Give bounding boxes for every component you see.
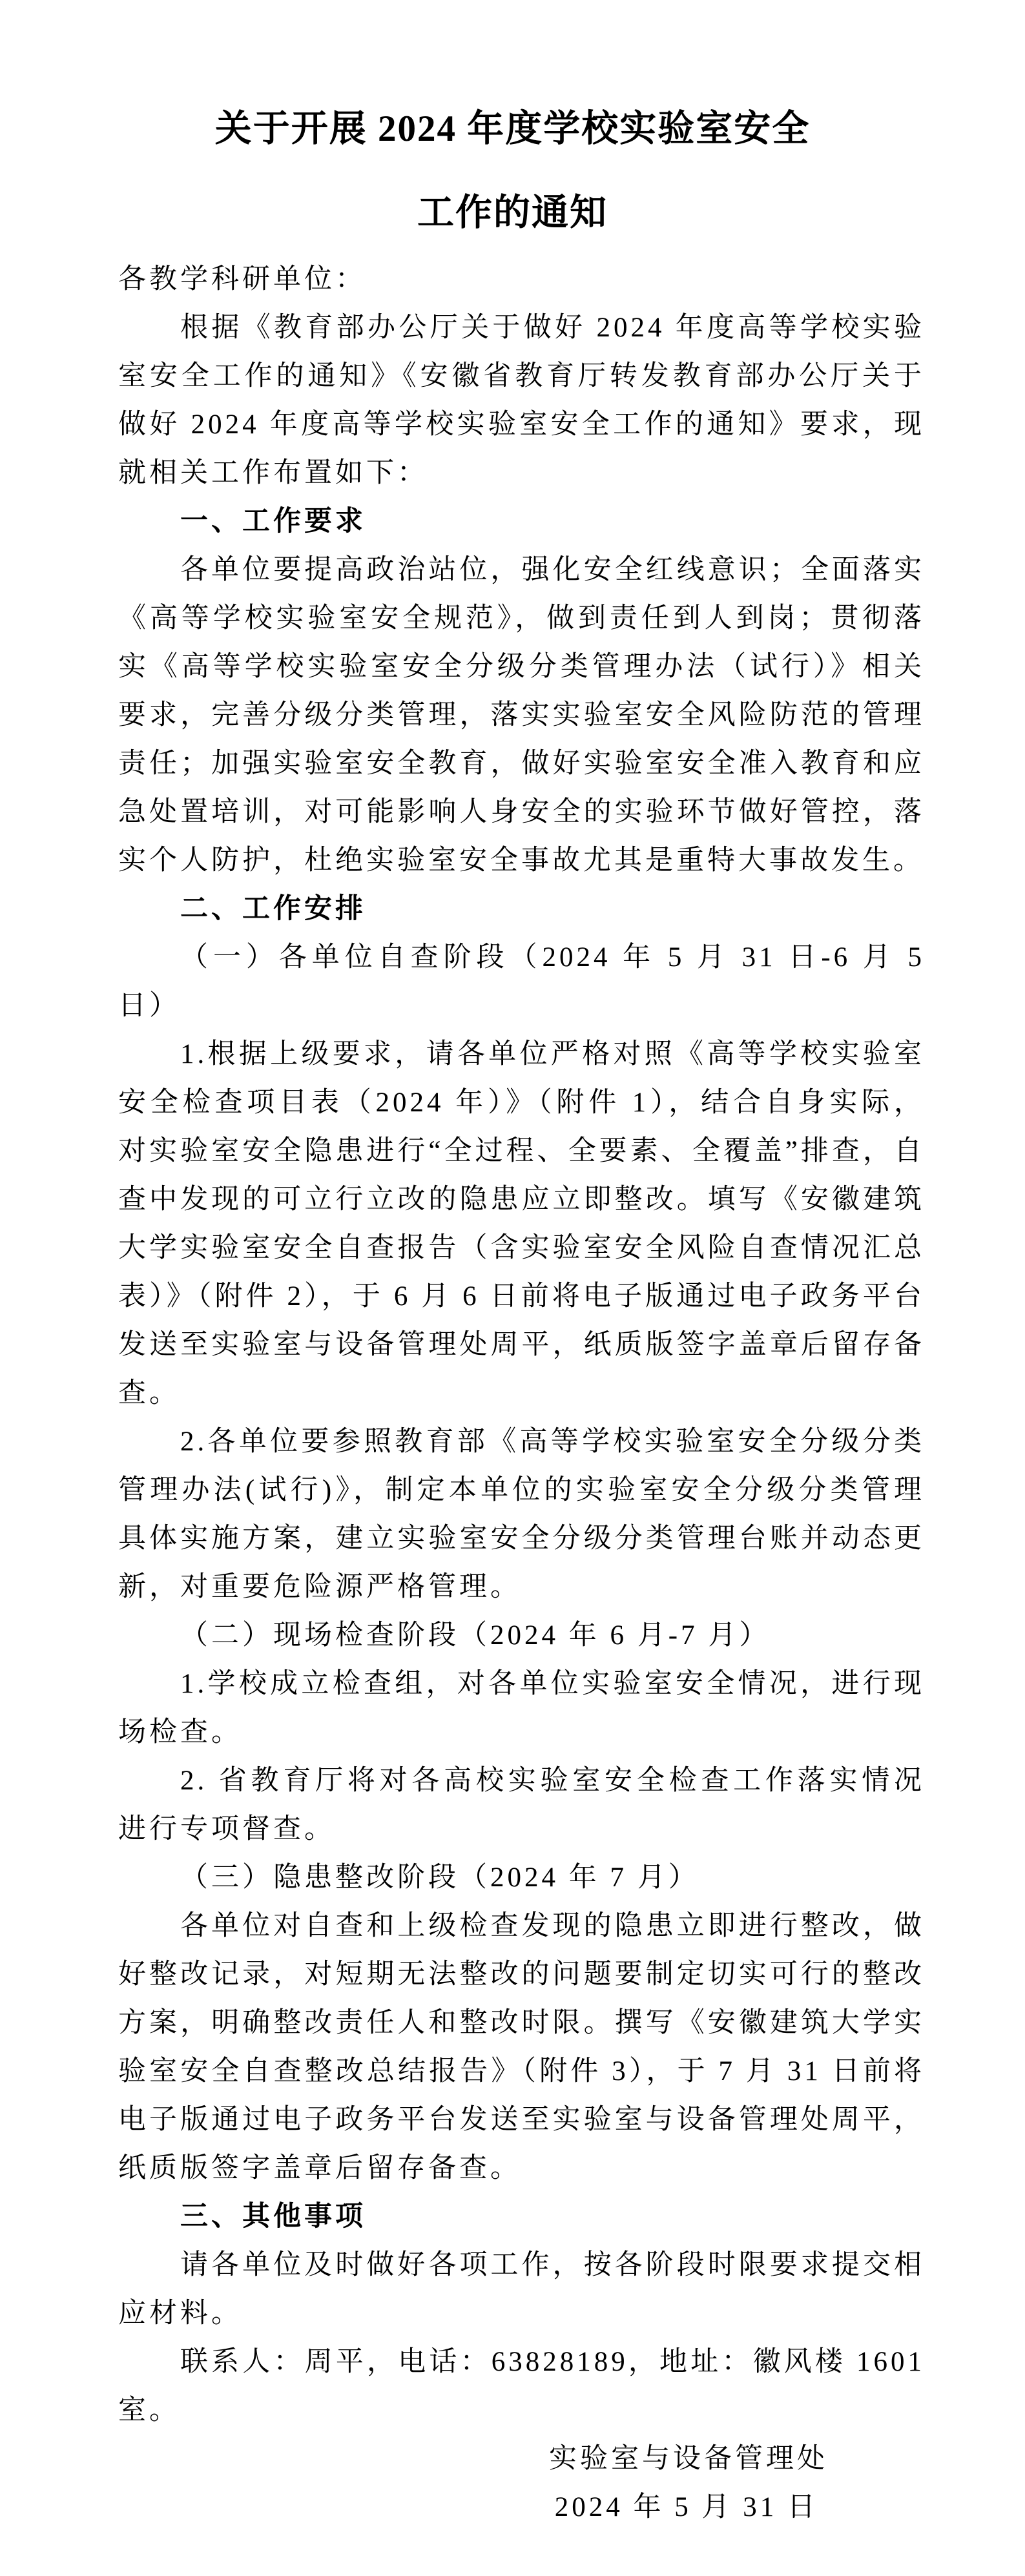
- paragraph-intro: 根据《教育部办公厅关于做好 2024 年度高等学校实验室安全工作的通知》《安徽省教育厅转发教育部办公厅关于做好 2024 年度高等学校实验室安全工作的通知》要求，现就相关工作布置如下：: [118, 313, 925, 488]
- subheading-phase-1-self-check: （一）各单位自查阶段（2024 年 5 月 31 日-6 月 5 日）: [118, 942, 925, 1021]
- heading-section-3: 三、其他事项: [180, 2201, 366, 2232]
- paragraph-phase2-item1: 1.学校成立检查组，对各单位实验室安全情况，进行现场检查。: [118, 1669, 925, 1747]
- paragraph-other-matters: 请各单位及时做好各项工作，按各阶段时限要求提交相应材料。: [118, 2250, 925, 2329]
- heading-section-1: 一、工作要求: [180, 506, 366, 537]
- paragraph-phase3-rectification: 各单位对自查和上级检查发现的隐患立即进行整改，做好整改记录，对短期无法整改的问题要制定切实可行的整改方案，明确整改责任人和整改时限。撰写《安徽建筑大学实验室安全自查整改总结报告》（附件 3），于 7 月 31 日前将电子版通过电子政务平台发送至实验室与设备管理处周平，纸质版签字盖章后留存备查。: [118, 1911, 925, 2183]
- signature-date: 2024 年 5 月 31 日: [554, 2492, 818, 2522]
- title-line-2: 工作的通知: [417, 192, 608, 233]
- signature-block: [118, 2435, 925, 2531]
- document-title: [0, 0, 1025, 255]
- paragraph-phase1-item1: 1.根据上级要求，请各单位严格对照《高等学校实验室安全检查项目表（2024 年）》（附件 1），结合自身实际，对实验室安全隐患进行“全过程、全要素、全覆盖”排查，自查中发现的可立行立改的隐患应立即整改。填写《安徽建筑大学实验室安全自查报告（含实验室安全风险自查情况汇总表）》（附件 2），于 6 月 6 日前将电子版通过电子政务平台发送至实验室与设备管理处周平，纸质版签字盖章后留存备查。: [118, 1039, 925, 1408]
- paragraph-phase1-item2: 2.各单位要参照教育部《高等学校实验室安全分级分类管理办法(试行)》，制定本单位的实验室安全分级分类管理具体实施方案，建立实验室安全分级分类管理台账并动态更新，对重要危险源严格管理。: [118, 1427, 925, 1602]
- document-body: [0, 255, 1025, 2531]
- paragraph-contact-info: 联系人：周平，电话：63828189，地址：徽风楼 1601 室。: [118, 2347, 925, 2426]
- paragraph-work-requirements: 各单位要提高政治站位，强化安全红线意识；全面落实《高等学校实验室安全规范》，做到责任到人到岗；贯彻落实《高等学校实验室安全分级分类管理办法（试行）》相关要求，完善分级分类管理，落实实验室安全风险防范的管理责任；加强实验室安全教育，做好实验室安全准入教育和应急处置培训，对可能影响人身安全的实验环节做好管控，落实个人防护，杜绝实验室安全事故尤其是重特大事故发生。: [118, 555, 925, 876]
- signature-department: 实验室与设备管理处: [549, 2444, 828, 2474]
- paragraph-phase2-item2: 2. 省教育厅将对各高校实验室安全检查工作落实情况进行专项督查。: [118, 1766, 925, 1844]
- subheading-phase-2-onsite-check: （二）现场检查阶段（2024 年 6 月-7 月）: [180, 1620, 771, 1651]
- title-line-1: 关于开展 2024 年度学校实验室安全: [214, 108, 811, 149]
- salutation: 各教学科研单位：: [118, 264, 366, 294]
- heading-section-2: 二、工作安排: [180, 893, 366, 924]
- subheading-phase-3-rectification: （三）隐患整改阶段（2024 年 7 月）: [180, 1862, 699, 1893]
